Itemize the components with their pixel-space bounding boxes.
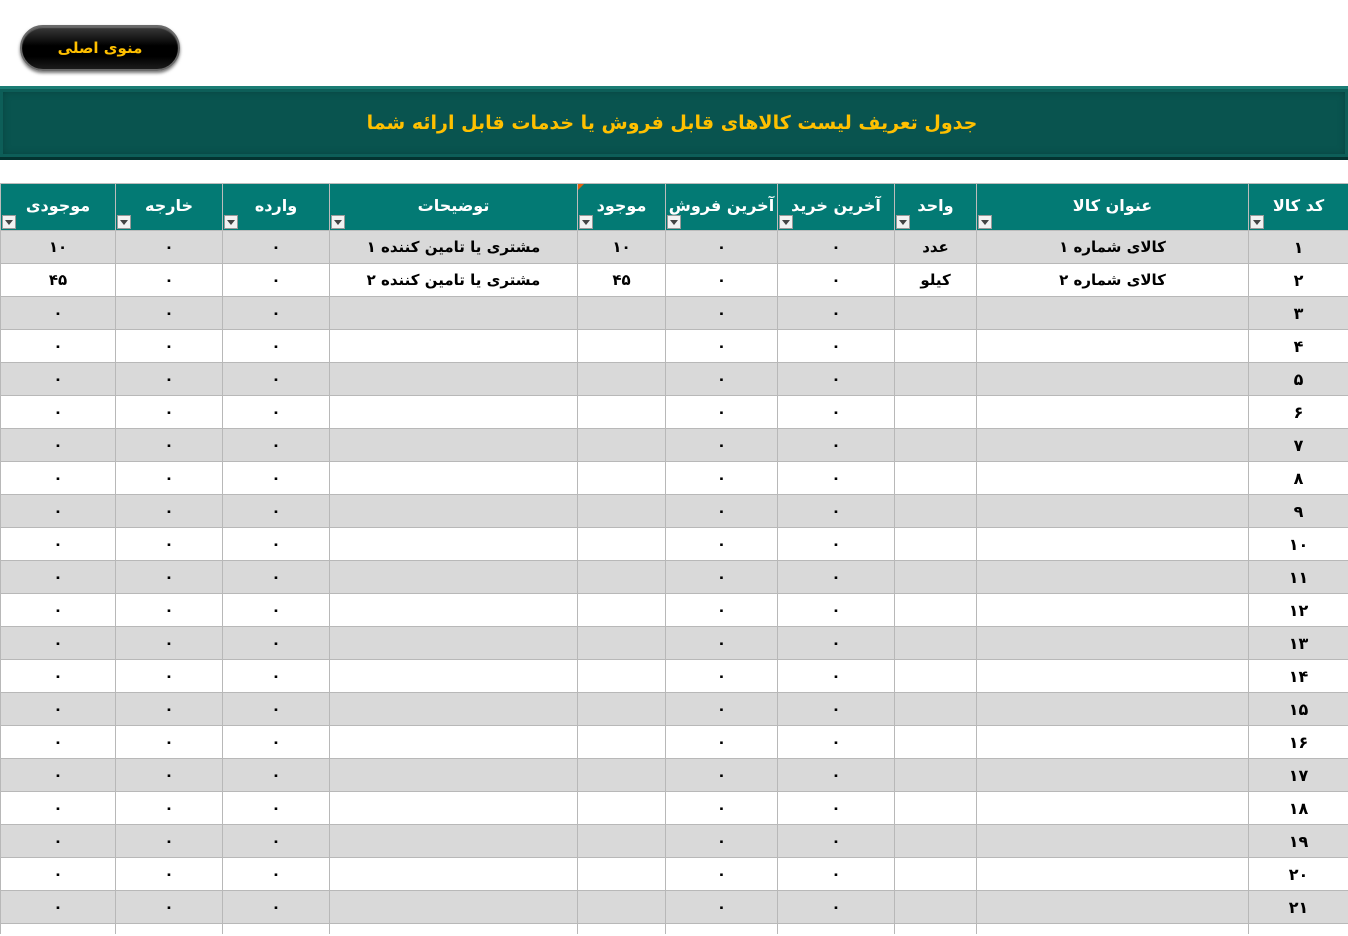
cell-inventory[interactable]: ۱۰ — [1, 231, 116, 264]
column-header-label: وارده — [254, 196, 298, 215]
cell-outgoing[interactable]: ۰ — [116, 759, 223, 792]
cell-unit[interactable] — [895, 462, 977, 495]
cell-outgoing[interactable]: ۰ — [116, 396, 223, 429]
cell-outgoing[interactable]: ۰ — [116, 330, 223, 363]
cell-title[interactable] — [977, 891, 1249, 924]
column-header-label: موجودی — [25, 196, 91, 215]
empty-cell[interactable] — [977, 924, 1249, 935]
column-header-label: خارجه — [145, 196, 193, 215]
cell-unit[interactable] — [895, 627, 977, 660]
cell-last-purchase[interactable]: ۰ — [778, 825, 895, 858]
cell-stock[interactable] — [578, 594, 666, 627]
cell-unit[interactable] — [895, 495, 977, 528]
cell-last-purchase[interactable]: ۰ — [778, 363, 895, 396]
cell-last-sale[interactable]: ۰ — [666, 462, 778, 495]
cell-stock[interactable]: ۴۵ — [578, 264, 666, 297]
column-header-label: کد کالا — [1272, 196, 1325, 215]
cell-incoming[interactable]: ۰ — [223, 594, 330, 627]
cell-last-sale[interactable]: ۰ — [666, 528, 778, 561]
cell-last-sale[interactable]: ۰ — [666, 726, 778, 759]
column-header-unit — [895, 184, 977, 231]
cell-last-sale[interactable]: ۰ — [666, 297, 778, 330]
cell-outgoing[interactable]: ۰ — [116, 825, 223, 858]
empty-cell[interactable] — [778, 924, 895, 935]
cell-incoming[interactable]: ۰ — [223, 231, 330, 264]
cell-code[interactable]: ۱۳ — [1249, 627, 1348, 660]
cell-incoming[interactable]: ۰ — [223, 858, 330, 891]
products-table — [0, 183, 1348, 934]
chevron-down-icon — [120, 220, 128, 225]
cell-title[interactable]: کالای شماره ۲ — [977, 264, 1249, 297]
filter-dropdown-icon[interactable] — [117, 215, 131, 229]
cell-code[interactable]: ۲ — [1249, 264, 1348, 297]
cell-inventory[interactable]: ۰ — [1, 396, 116, 429]
cell-title[interactable] — [977, 396, 1249, 429]
cell-last-purchase[interactable]: ۰ — [778, 264, 895, 297]
cell-unit[interactable] — [895, 330, 977, 363]
cell-outgoing[interactable]: ۰ — [116, 495, 223, 528]
cell-code[interactable]: ۷ — [1249, 429, 1348, 462]
column-header-label: آخرین خرید — [791, 196, 881, 215]
cell-last-purchase[interactable]: ۰ — [778, 858, 895, 891]
cell-unit[interactable] — [895, 297, 977, 330]
cell-code[interactable]: ۲۱ — [1249, 891, 1348, 924]
table-row — [1, 792, 1348, 825]
column-header-description — [330, 184, 578, 231]
cell-unit[interactable] — [895, 594, 977, 627]
cell-unit[interactable] — [895, 726, 977, 759]
cell-incoming[interactable]: ۰ — [223, 462, 330, 495]
column-header-inventory — [1, 184, 116, 231]
cell-title[interactable] — [977, 594, 1249, 627]
cell-inventory[interactable]: ۰ — [1, 462, 116, 495]
cell-stock[interactable] — [578, 759, 666, 792]
table-row — [1, 297, 1348, 330]
cell-last-purchase[interactable]: ۰ — [778, 594, 895, 627]
table-row — [1, 429, 1348, 462]
cell-unit[interactable]: عدد — [895, 231, 977, 264]
cell-last-purchase[interactable]: ۰ — [778, 396, 895, 429]
table-row — [1, 627, 1348, 660]
cell-description[interactable] — [330, 594, 578, 627]
cell-stock[interactable] — [578, 660, 666, 693]
cell-last-sale[interactable]: ۰ — [666, 759, 778, 792]
cell-code[interactable]: ۱۵ — [1249, 693, 1348, 726]
cell-last-sale[interactable]: ۰ — [666, 693, 778, 726]
cell-title[interactable] — [977, 825, 1249, 858]
column-header-outgoing — [116, 184, 223, 231]
cell-unit[interactable] — [895, 891, 977, 924]
filter-dropdown-icon[interactable] — [224, 215, 238, 229]
cell-stock[interactable] — [578, 792, 666, 825]
table-row — [1, 462, 1348, 495]
cell-description[interactable]: مشتری یا تامین کننده ۱ — [330, 231, 578, 264]
cell-description[interactable] — [330, 891, 578, 924]
main-menu-label: منوی اصلی — [57, 39, 143, 57]
table-row — [1, 858, 1348, 891]
cell-inventory[interactable]: ۰ — [1, 726, 116, 759]
cell-stock[interactable] — [578, 561, 666, 594]
cell-stock[interactable] — [578, 627, 666, 660]
cell-stock[interactable] — [578, 429, 666, 462]
cell-outgoing[interactable]: ۰ — [116, 594, 223, 627]
filter-dropdown-icon[interactable] — [579, 215, 593, 229]
cell-inventory[interactable]: ۰ — [1, 660, 116, 693]
table-row — [1, 561, 1348, 594]
cell-last-purchase[interactable]: ۰ — [778, 627, 895, 660]
cell-inventory[interactable]: ۰ — [1, 561, 116, 594]
cell-last-sale[interactable]: ۰ — [666, 792, 778, 825]
cell-inventory[interactable]: ۴۵ — [1, 264, 116, 297]
chevron-down-icon — [227, 220, 235, 225]
cell-last-purchase[interactable]: ۰ — [778, 495, 895, 528]
cell-code[interactable]: ۲۰ — [1249, 858, 1348, 891]
cell-code[interactable]: ۵ — [1249, 363, 1348, 396]
cell-incoming[interactable]: ۰ — [223, 429, 330, 462]
cell-outgoing[interactable]: ۰ — [116, 858, 223, 891]
column-header-code — [1249, 184, 1348, 231]
column-header-stock — [578, 184, 666, 231]
column-header-label: عنوان کالا — [1072, 196, 1153, 215]
main-menu-button[interactable] — [20, 25, 180, 71]
cell-code[interactable]: ۳ — [1249, 297, 1348, 330]
table-body — [1, 231, 1348, 935]
cell-unit[interactable] — [895, 396, 977, 429]
chevron-down-icon — [981, 220, 989, 225]
filter-dropdown-icon[interactable] — [896, 215, 910, 229]
cell-title[interactable] — [977, 495, 1249, 528]
cell-title[interactable] — [977, 792, 1249, 825]
cell-last-purchase[interactable]: ۰ — [778, 429, 895, 462]
cell-description[interactable] — [330, 495, 578, 528]
cell-code[interactable]: ۶ — [1249, 396, 1348, 429]
cell-last-purchase[interactable]: ۰ — [778, 693, 895, 726]
cell-stock[interactable] — [578, 297, 666, 330]
column-header-label: موجود — [596, 196, 647, 215]
cell-unit[interactable] — [895, 792, 977, 825]
column-header-title — [977, 184, 1249, 231]
table-row — [1, 231, 1348, 264]
table-row — [1, 924, 1348, 935]
cell-title[interactable] — [977, 693, 1249, 726]
filter-dropdown-icon[interactable] — [1250, 215, 1264, 229]
table-header-row — [1, 184, 1348, 231]
cell-last-purchase[interactable]: ۰ — [778, 759, 895, 792]
cell-last-purchase[interactable]: ۰ — [778, 792, 895, 825]
cell-description[interactable] — [330, 693, 578, 726]
cell-stock[interactable] — [578, 825, 666, 858]
cell-inventory[interactable]: ۰ — [1, 693, 116, 726]
cell-incoming[interactable]: ۰ — [223, 627, 330, 660]
filter-dropdown-icon[interactable] — [2, 215, 16, 229]
cell-stock[interactable] — [578, 858, 666, 891]
cell-description[interactable] — [330, 660, 578, 693]
cell-incoming[interactable]: ۰ — [223, 660, 330, 693]
table-row — [1, 330, 1348, 363]
empty-cell[interactable] — [895, 924, 977, 935]
cell-description[interactable] — [330, 462, 578, 495]
cell-unit[interactable] — [895, 825, 977, 858]
cell-unit[interactable] — [895, 693, 977, 726]
cell-incoming[interactable]: ۰ — [223, 759, 330, 792]
cell-incoming[interactable]: ۰ — [223, 330, 330, 363]
cell-title[interactable] — [977, 759, 1249, 792]
chevron-down-icon — [1253, 220, 1261, 225]
comment-indicator-icon — [578, 184, 584, 190]
cell-title[interactable]: کالای شماره ۱ — [977, 231, 1249, 264]
cell-outgoing[interactable]: ۰ — [116, 693, 223, 726]
cell-stock[interactable]: ۱۰ — [578, 231, 666, 264]
cell-description[interactable] — [330, 726, 578, 759]
cell-outgoing[interactable]: ۰ — [116, 528, 223, 561]
cell-title[interactable] — [977, 726, 1249, 759]
cell-inventory[interactable]: ۰ — [1, 858, 116, 891]
cell-last-purchase[interactable]: ۰ — [778, 726, 895, 759]
cell-incoming[interactable]: ۰ — [223, 825, 330, 858]
cell-title[interactable] — [977, 363, 1249, 396]
cell-description[interactable] — [330, 396, 578, 429]
cell-incoming[interactable]: ۰ — [223, 792, 330, 825]
cell-description[interactable] — [330, 363, 578, 396]
cell-description[interactable] — [330, 528, 578, 561]
cell-outgoing[interactable]: ۰ — [116, 429, 223, 462]
cell-code[interactable]: ۴ — [1249, 330, 1348, 363]
cell-last-sale[interactable]: ۰ — [666, 330, 778, 363]
cell-description[interactable] — [330, 429, 578, 462]
cell-inventory[interactable]: ۰ — [1, 495, 116, 528]
cell-description[interactable] — [330, 759, 578, 792]
cell-unit[interactable] — [895, 858, 977, 891]
cell-unit[interactable] — [895, 528, 977, 561]
cell-outgoing[interactable]: ۰ — [116, 726, 223, 759]
cell-inventory[interactable]: ۰ — [1, 297, 116, 330]
table-row — [1, 660, 1348, 693]
chevron-down-icon — [582, 220, 590, 225]
filter-dropdown-icon[interactable] — [667, 215, 681, 229]
cell-incoming[interactable]: ۰ — [223, 726, 330, 759]
cell-outgoing[interactable]: ۰ — [116, 561, 223, 594]
column-header-incoming — [223, 184, 330, 231]
cell-code[interactable]: ۱۷ — [1249, 759, 1348, 792]
table-row — [1, 825, 1348, 858]
cell-last-sale[interactable]: ۰ — [666, 264, 778, 297]
cell-title[interactable] — [977, 297, 1249, 330]
cell-code[interactable]: ۱۴ — [1249, 660, 1348, 693]
cell-outgoing[interactable]: ۰ — [116, 660, 223, 693]
cell-unit[interactable] — [895, 429, 977, 462]
cell-last-sale[interactable]: ۰ — [666, 231, 778, 264]
cell-stock[interactable] — [578, 495, 666, 528]
cell-inventory[interactable]: ۰ — [1, 825, 116, 858]
cell-last-sale[interactable]: ۰ — [666, 396, 778, 429]
cell-stock[interactable] — [578, 462, 666, 495]
cell-inventory[interactable]: ۰ — [1, 363, 116, 396]
cell-inventory[interactable]: ۰ — [1, 792, 116, 825]
cell-last-sale[interactable]: ۰ — [666, 825, 778, 858]
cell-description[interactable] — [330, 792, 578, 825]
cell-outgoing[interactable]: ۰ — [116, 231, 223, 264]
page-title: جدول تعریف لیست کالاهای قابل فروش یا خدمات قابل ارائه شما — [366, 112, 978, 134]
table-row — [1, 759, 1348, 792]
cell-code[interactable]: ۱۱ — [1249, 561, 1348, 594]
cell-inventory[interactable]: ۰ — [1, 528, 116, 561]
cell-last-purchase[interactable]: ۰ — [778, 462, 895, 495]
cell-description[interactable] — [330, 297, 578, 330]
cell-title[interactable] — [977, 429, 1249, 462]
column-header-label: توضیحات — [417, 196, 490, 215]
cell-unit[interactable]: کیلو — [895, 264, 977, 297]
cell-description[interactable] — [330, 825, 578, 858]
cell-inventory[interactable]: ۰ — [1, 429, 116, 462]
column-header-label: آخرین فروش — [668, 196, 775, 215]
cell-incoming[interactable]: ۰ — [223, 264, 330, 297]
empty-cell[interactable] — [116, 924, 223, 935]
empty-cell[interactable] — [578, 924, 666, 935]
cell-unit[interactable] — [895, 561, 977, 594]
cell-last-purchase[interactable]: ۰ — [778, 528, 895, 561]
cell-outgoing[interactable]: ۰ — [116, 264, 223, 297]
filter-dropdown-icon[interactable] — [779, 215, 793, 229]
chevron-down-icon — [782, 220, 790, 225]
cell-stock[interactable] — [578, 396, 666, 429]
cell-incoming[interactable]: ۰ — [223, 528, 330, 561]
table-row — [1, 891, 1348, 924]
cell-last-purchase[interactable]: ۰ — [778, 891, 895, 924]
table-row — [1, 495, 1348, 528]
cell-code[interactable]: ۱۸ — [1249, 792, 1348, 825]
cell-last-sale[interactable]: ۰ — [666, 858, 778, 891]
cell-last-purchase[interactable]: ۰ — [778, 660, 895, 693]
cell-description[interactable] — [330, 627, 578, 660]
cell-last-purchase[interactable]: ۰ — [778, 561, 895, 594]
cell-incoming[interactable]: ۰ — [223, 396, 330, 429]
table-row — [1, 363, 1348, 396]
chevron-down-icon — [334, 220, 342, 225]
cell-last-sale[interactable]: ۰ — [666, 627, 778, 660]
cell-outgoing[interactable]: ۰ — [116, 627, 223, 660]
empty-cell[interactable] — [1249, 924, 1348, 935]
cell-last-purchase[interactable]: ۰ — [778, 231, 895, 264]
filter-dropdown-icon[interactable] — [978, 215, 992, 229]
cell-last-purchase[interactable]: ۰ — [778, 330, 895, 363]
cell-code[interactable]: ۱۶ — [1249, 726, 1348, 759]
cell-last-sale[interactable]: ۰ — [666, 429, 778, 462]
cell-last-sale[interactable]: ۰ — [666, 561, 778, 594]
cell-inventory[interactable]: ۰ — [1, 594, 116, 627]
cell-outgoing[interactable]: ۰ — [116, 363, 223, 396]
cell-code[interactable]: ۱۹ — [1249, 825, 1348, 858]
chevron-down-icon — [670, 220, 678, 225]
cell-title[interactable] — [977, 330, 1249, 363]
cell-last-sale[interactable]: ۰ — [666, 594, 778, 627]
column-header-label: واحد — [917, 196, 954, 215]
cell-outgoing[interactable]: ۰ — [116, 891, 223, 924]
cell-inventory[interactable]: ۰ — [1, 759, 116, 792]
cell-stock[interactable] — [578, 726, 666, 759]
cell-outgoing[interactable]: ۰ — [116, 297, 223, 330]
cell-last-sale[interactable]: ۰ — [666, 891, 778, 924]
cell-stock[interactable] — [578, 528, 666, 561]
cell-stock[interactable] — [578, 693, 666, 726]
cell-inventory[interactable]: ۰ — [1, 891, 116, 924]
cell-incoming[interactable]: ۰ — [223, 693, 330, 726]
cell-code[interactable]: ۸ — [1249, 462, 1348, 495]
page-banner — [0, 86, 1348, 160]
table-row — [1, 396, 1348, 429]
cell-title[interactable] — [977, 660, 1249, 693]
cell-incoming[interactable]: ۰ — [223, 561, 330, 594]
empty-cell[interactable] — [666, 924, 778, 935]
cell-title[interactable] — [977, 462, 1249, 495]
empty-cell[interactable] — [223, 924, 330, 935]
cell-incoming[interactable]: ۰ — [223, 891, 330, 924]
cell-title[interactable] — [977, 627, 1249, 660]
column-header-last-purchase — [778, 184, 895, 231]
cell-outgoing[interactable]: ۰ — [116, 792, 223, 825]
filter-dropdown-icon[interactable] — [331, 215, 345, 229]
cell-description[interactable] — [330, 561, 578, 594]
cell-last-sale[interactable]: ۰ — [666, 660, 778, 693]
cell-last-purchase[interactable]: ۰ — [778, 297, 895, 330]
table-row — [1, 528, 1348, 561]
cell-incoming[interactable]: ۰ — [223, 363, 330, 396]
cell-incoming[interactable]: ۰ — [223, 495, 330, 528]
cell-description[interactable] — [330, 330, 578, 363]
cell-description[interactable]: مشتری یا تامین کننده ۲ — [330, 264, 578, 297]
cell-unit[interactable] — [895, 363, 977, 396]
cell-code[interactable]: ۱۲ — [1249, 594, 1348, 627]
column-header-last-sale — [666, 184, 778, 231]
cell-last-sale[interactable]: ۰ — [666, 363, 778, 396]
cell-code[interactable]: ۹ — [1249, 495, 1348, 528]
cell-title[interactable] — [977, 858, 1249, 891]
cell-incoming[interactable]: ۰ — [223, 297, 330, 330]
cell-last-sale[interactable]: ۰ — [666, 495, 778, 528]
table-row — [1, 726, 1348, 759]
cell-unit[interactable] — [895, 660, 977, 693]
table-row — [1, 693, 1348, 726]
cell-inventory[interactable]: ۰ — [1, 627, 116, 660]
table-row — [1, 594, 1348, 627]
cell-description[interactable] — [330, 858, 578, 891]
empty-cell[interactable] — [330, 924, 578, 935]
cell-stock[interactable] — [578, 330, 666, 363]
cell-stock[interactable] — [578, 363, 666, 396]
chevron-down-icon — [899, 220, 907, 225]
cell-outgoing[interactable]: ۰ — [116, 462, 223, 495]
cell-inventory[interactable]: ۰ — [1, 330, 116, 363]
cell-stock[interactable] — [578, 891, 666, 924]
cell-title[interactable] — [977, 561, 1249, 594]
table-row — [1, 264, 1348, 297]
chevron-down-icon — [5, 220, 13, 225]
cell-unit[interactable] — [895, 759, 977, 792]
cell-code[interactable]: ۱ — [1249, 231, 1348, 264]
empty-cell[interactable] — [1, 924, 116, 935]
cell-title[interactable] — [977, 528, 1249, 561]
cell-code[interactable]: ۱۰ — [1249, 528, 1348, 561]
